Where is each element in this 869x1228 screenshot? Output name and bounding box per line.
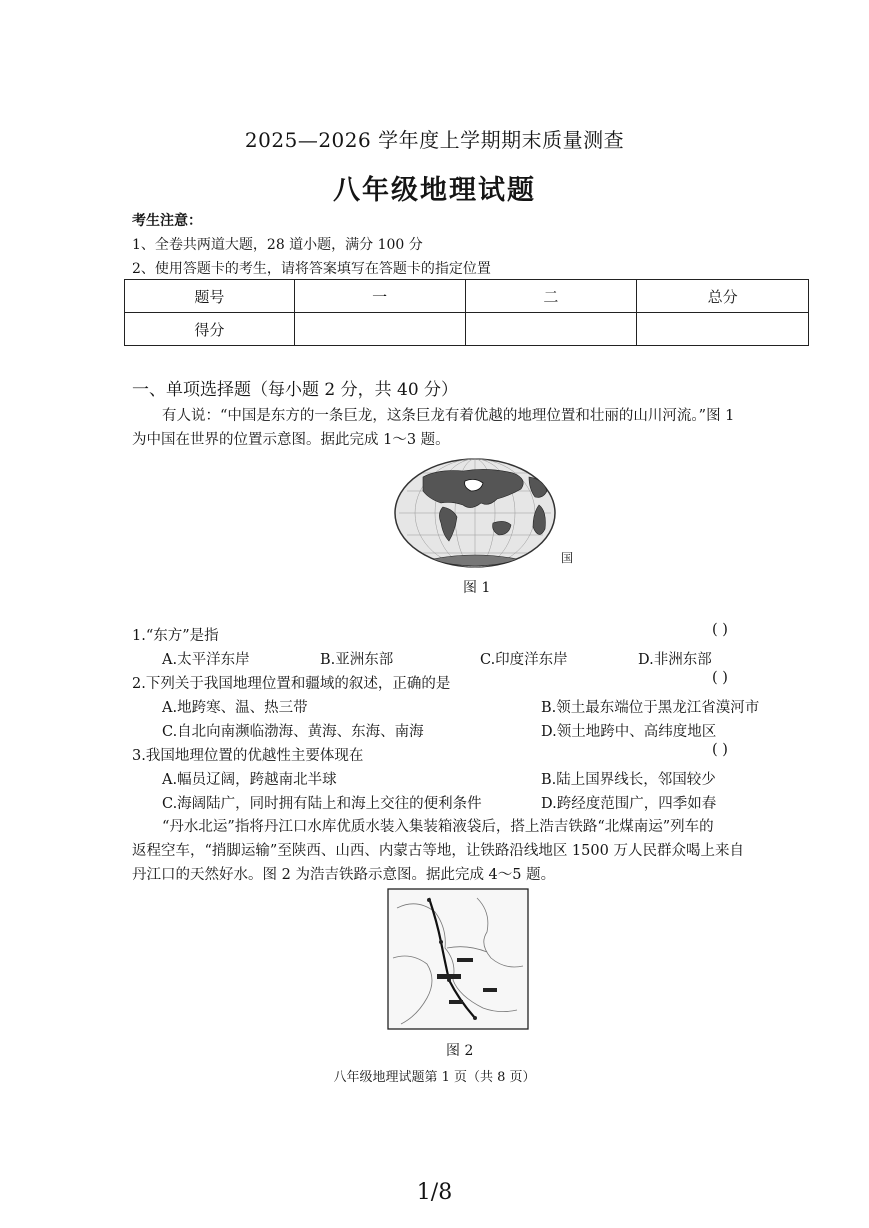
- passage-2-line: 返程空车，“捎脚运输”至陕西、山西、内蒙古等地，让铁路沿线地区 1500 万人民群众喝上来自: [132, 843, 744, 859]
- score-input-cell[interactable]: [465, 313, 637, 346]
- score-table-cell: 一: [294, 280, 465, 313]
- score-input-cell[interactable]: [294, 313, 465, 346]
- question-3-option-b: B.陆上国界线长，邻国较少: [541, 772, 716, 788]
- page-footer: 八年级地理试题第 1 页（共 8 页）: [333, 1070, 536, 1085]
- score-table-header-row: [125, 280, 809, 313]
- question-1-option-c: C.印度洋东岸: [480, 652, 568, 668]
- question-3-option-a: A.幅员辽阔，跨越南北半球: [162, 772, 337, 788]
- score-table-cell: 二: [465, 280, 637, 313]
- world-map-image: [393, 455, 578, 570]
- question-2-option-d: D.领土地跨中、高纬度地区: [541, 724, 717, 740]
- score-label-cell: 得分: [125, 313, 295, 346]
- question-1-stem: 1.“东方”是指: [132, 628, 219, 644]
- question-1-option-b: B.亚洲东部: [320, 652, 394, 668]
- question-3-option-c: C.海阔陆广，同时拥有陆上和海上交往的便利条件: [162, 796, 482, 812]
- passage-2-line: 丹江口的天然好水。图 2 为浩吉铁路示意图。据此完成 4～5 题。: [132, 867, 556, 883]
- question-2-stem: 2.下列关于我国地理位置和疆域的叙述，正确的是: [132, 676, 451, 692]
- question-1-answer-paren[interactable]: ( ): [712, 622, 728, 638]
- page-number: 1/8: [416, 1180, 453, 1205]
- question-2-option-a: A.地跨寒、温、热三带: [162, 700, 308, 716]
- question-1-option-a: A.太平洋东岸: [162, 652, 250, 668]
- notice-heading: 考生注意：: [132, 213, 202, 229]
- question-2-option-b: B.领土最东端位于黑龙江省漠河市: [541, 700, 760, 716]
- exam-subtitle: 八年级地理试题: [333, 175, 536, 206]
- score-input-cell[interactable]: [637, 313, 809, 346]
- figure-2-caption: 图 2: [446, 1043, 474, 1059]
- question-2-answer-paren[interactable]: ( ): [712, 670, 728, 686]
- score-table-cell: 总分: [637, 280, 809, 313]
- score-table-cell: 题号: [125, 280, 295, 313]
- intro-paragraph-line: 为中国在世界的位置示意图。据此完成 1～3 题。: [132, 432, 450, 448]
- passage-2-line: “丹水北运”指将丹江口水库优质水装入集装箱液袋后，搭上浩吉铁路“北煤南运”列车的: [162, 819, 714, 835]
- question-3-stem: 3.我国地理位置的优越性主要体现在: [132, 748, 364, 764]
- score-table: [124, 279, 809, 346]
- railway-map-image: [387, 888, 529, 1030]
- notice-rule-1: 1、全卷共两道大题，28 道小题，满分 100 分: [132, 237, 423, 253]
- score-table-score-row: [125, 313, 809, 346]
- world-map-figure: [393, 455, 578, 570]
- figure-1-corner-mark: 国: [561, 551, 574, 565]
- notice-rule-2: 2、使用答题卡的考生，请将答案填写在答题卡的指定位置: [132, 261, 491, 277]
- question-2-option-c: C.自北向南濒临渤海、黄海、东海、南海: [162, 724, 424, 740]
- figure-1-caption: 图 1: [463, 580, 491, 596]
- question-1-option-d: D.非洲东部: [638, 652, 712, 668]
- section-title: 一、单项选择题（每小题 2 分，共 40 分）: [132, 380, 459, 400]
- railway-map-figure: [387, 888, 529, 1030]
- intro-paragraph-line: 有人说：“中国是东方的一条巨龙，这条巨龙有着优越的地理位置和壮丽的山川河流。”图 1: [162, 408, 735, 424]
- exam-title: 2025—2026 学年度上学期期末质量测查: [244, 128, 625, 152]
- question-3-option-d: D.跨经度范围广，四季如春: [541, 796, 717, 812]
- question-3-answer-paren[interactable]: ( ): [712, 742, 728, 758]
